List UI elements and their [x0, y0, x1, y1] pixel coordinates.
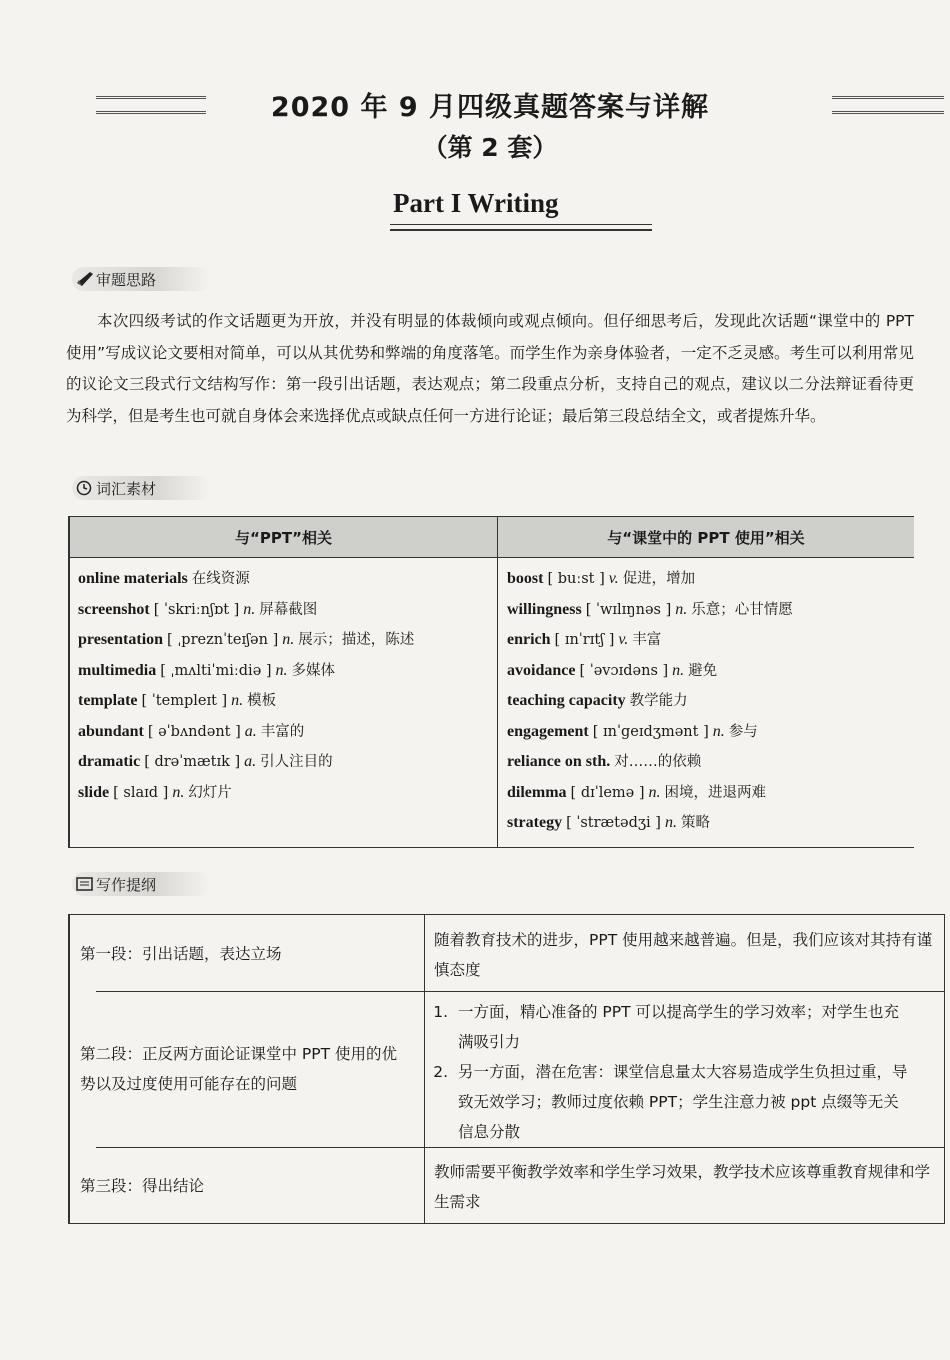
vocab-phonetic: [ ɪnˈgeɪdʒmənt ]: [592, 723, 709, 740]
vocab-item: [78, 777, 488, 808]
vocab-meaning: 幻灯片: [188, 784, 232, 801]
target-icon: [76, 480, 92, 496]
vocab-pos: n.: [231, 692, 244, 709]
outline-p3-text: 教师需要平衡教学效率和学生学习效果，教学技术应该尊重教育规律和学生需求: [434, 1163, 931, 1211]
vocab-pos: n.: [648, 783, 661, 801]
vocab-item: [78, 594, 488, 625]
part-title-underline: [390, 224, 652, 231]
section-tag-vocab: [72, 476, 211, 500]
vocab-item: [507, 746, 907, 777]
part-title: Part I Writing: [393, 188, 559, 218]
vocab-word: strategy: [507, 814, 563, 831]
outline-table: [68, 914, 945, 1224]
vocab-item: [78, 624, 488, 655]
table-border: [68, 517, 70, 847]
table-border: [68, 915, 70, 1223]
vocab-item: [507, 563, 907, 594]
vocab-word: presentation: [78, 631, 164, 648]
section-tag-outline: [72, 872, 211, 896]
vocab-pos: n.: [672, 661, 685, 679]
vocab-phonetic: [ dɪˈlemə ]: [570, 784, 645, 801]
analysis-paragraph: 本次四级考试的作文话题更为开放，并没有明显的体裁倾向或观点倾向。但仔细思考后，发现此次话题“课堂中的 PPT 使用”写成议论文要相对简单，可以从其优势和弊端的角度落笔。而学生作为亲身体验者，一定不乏灵感。考生可以利用常见的议论文三段式行文结构写作：第一段引出话题，表达观点；第二段重点分析，支持自己的观点，建议以二分法辩证看待更为科学，但是考生也可就自身体会来选择优点或缺点任何一方进行论证；最后第三段总结全文，或者提炼升华。: [66, 312, 914, 425]
vocab-pos: n.: [243, 600, 256, 618]
vocab-item: [507, 655, 907, 686]
vocab-word: reliance on sth.: [507, 753, 611, 770]
vocab-phonetic: [ buːst ]: [547, 571, 605, 587]
vocab-phonetic: [ ɪnˈrɪtʃ ]: [554, 632, 615, 648]
vocab-phonetic: [ slaɪd ]: [113, 784, 169, 801]
vocab-word: abundant: [78, 722, 144, 740]
vocab-meaning: 促进，增加: [622, 571, 696, 587]
table-divider: [424, 915, 425, 1223]
vocab-word: enrich: [507, 631, 551, 648]
vocab-item: [78, 685, 488, 716]
vocab-word: boost: [507, 570, 544, 587]
section-label: 词汇素材: [96, 479, 157, 498]
vocab-phonetic: [ ˈəvɔɪdəns ]: [579, 662, 669, 679]
vocab-item: [507, 594, 907, 625]
vocab-meaning: 策略: [680, 815, 710, 831]
vocab-meaning: 展示；描述，陈述: [298, 632, 415, 648]
vocab-pos: n.: [675, 600, 688, 618]
vocab-word: teaching capacity: [507, 692, 626, 709]
vocab-pos: n.: [172, 783, 185, 801]
vocab-header-left: 与“PPT”相关: [70, 517, 497, 558]
outline-p1-label: 第一段：引出话题，表达立场: [80, 945, 282, 963]
vocab-phonetic: [ drəˈmætɪk ]: [144, 754, 241, 770]
vocab-word: avoidance: [507, 661, 576, 679]
vocab-meaning: 多媒体: [291, 662, 336, 679]
vocab-meaning: 乐意；心甘情愿: [691, 601, 793, 618]
vocab-header-right: 与“课堂中的 PPT 使用”相关: [498, 517, 914, 558]
pen-icon: [76, 271, 92, 287]
vocab-word: template: [78, 692, 138, 709]
vocab-word: multimedia: [78, 661, 157, 679]
vocab-meaning: 引人注目的: [260, 754, 333, 770]
notebook-icon: [76, 876, 92, 892]
vocab-phonetic: [ ˈtempleɪt ]: [141, 693, 228, 709]
vocab-meaning: 对……的依赖: [614, 754, 702, 770]
vocab-item: [78, 655, 488, 686]
vocab-phonetic: [ əˈbʌndənt ]: [147, 723, 241, 740]
vocab-word: engagement: [507, 722, 589, 740]
vocab-meaning: 教学能力: [629, 693, 688, 709]
vocab-word: online materials: [78, 570, 188, 587]
vocab-item: [507, 777, 907, 808]
vocab-pos: n.: [664, 814, 677, 831]
vocab-pos: a.: [244, 753, 257, 770]
vocab-item: [507, 685, 907, 716]
vocab-table: [68, 516, 914, 848]
vocab-item: [78, 746, 488, 777]
vocab-meaning: 屏幕截图: [259, 601, 318, 618]
outline-p2-num: 1.: [433, 1003, 448, 1021]
vocab-meaning: 丰富: [632, 632, 662, 648]
vocab-phonetic: [ ˈwɪlɪŋnəs ]: [585, 601, 672, 618]
vocab-pos: v.: [618, 631, 629, 648]
outline-p2-point: 另一方面，潜在危害：课堂信息量太大容易造成学生负担过重，导致无效学习；教师过度依赖 PPT；学生注意力被 ppt 点缀等无关信息分散: [458, 1063, 908, 1141]
vocab-meaning: 模板: [247, 693, 277, 709]
outline-p3-label: 第三段：得出结论: [80, 1177, 205, 1195]
outline-p2-point: 一方面，精心准备的 PPT 可以提高学生的学习效率；对学生也充满吸引力: [458, 1003, 900, 1051]
vocab-item: [78, 716, 488, 747]
vocab-meaning: 参与: [728, 723, 758, 740]
vocab-meaning: 在线资源: [191, 571, 250, 587]
section-label: 审题思路: [96, 270, 157, 289]
vocab-pos: a.: [244, 722, 257, 740]
vocab-meaning: 困境，进退两难: [664, 784, 767, 801]
vocab-pos: n.: [282, 631, 295, 648]
vocab-list-right: [507, 563, 907, 838]
row-divider: [96, 1147, 944, 1148]
vocab-item: [507, 624, 907, 655]
vocab-meaning: 丰富的: [260, 723, 305, 740]
vocab-item: [507, 807, 907, 838]
vocab-meaning: 避免: [688, 662, 718, 679]
vocab-word: screenshot: [78, 600, 150, 618]
outline-p2-label: 第二段：正反两方面论证课堂中 PPT 使用的优势以及过度使用可能存在的问题: [80, 1045, 398, 1093]
section-label: 写作提纲: [96, 875, 157, 894]
vocab-word: willingness: [507, 600, 582, 618]
vocab-item: [78, 563, 488, 594]
table-divider: [497, 517, 498, 847]
vocab-pos: v.: [608, 570, 619, 587]
vocab-word: dilemma: [507, 783, 567, 801]
vocab-list-left: [78, 563, 488, 807]
page-title: 2020 年 9 月四级真题答案与详解: [270, 92, 710, 123]
vocab-word: dramatic: [78, 753, 141, 770]
outline-p2-num: 2.: [433, 1063, 448, 1081]
row-divider: [96, 991, 944, 992]
vocab-pos: n.: [275, 661, 288, 679]
section-tag-analysis: [72, 267, 211, 291]
page-subtitle: （第 2 套）: [422, 133, 558, 162]
vocab-phonetic: [ ˌpreznˈteɪʃən ]: [167, 632, 279, 648]
vocab-pos: n.: [712, 722, 725, 740]
vocab-phonetic: [ ˌmʌltiˈmiːdiə ]: [160, 662, 272, 679]
vocab-word: slide: [78, 783, 110, 801]
vocab-phonetic: [ ˈskriːnʃɒt ]: [153, 601, 240, 618]
outline-p1-text: 随着教育技术的进步，PPT 使用越来越普遍。但是，我们应该对其持有谨慎态度: [434, 931, 933, 979]
vocab-phonetic: [ ˈstrætədʒi ]: [566, 815, 661, 831]
vocab-item: [507, 716, 907, 747]
